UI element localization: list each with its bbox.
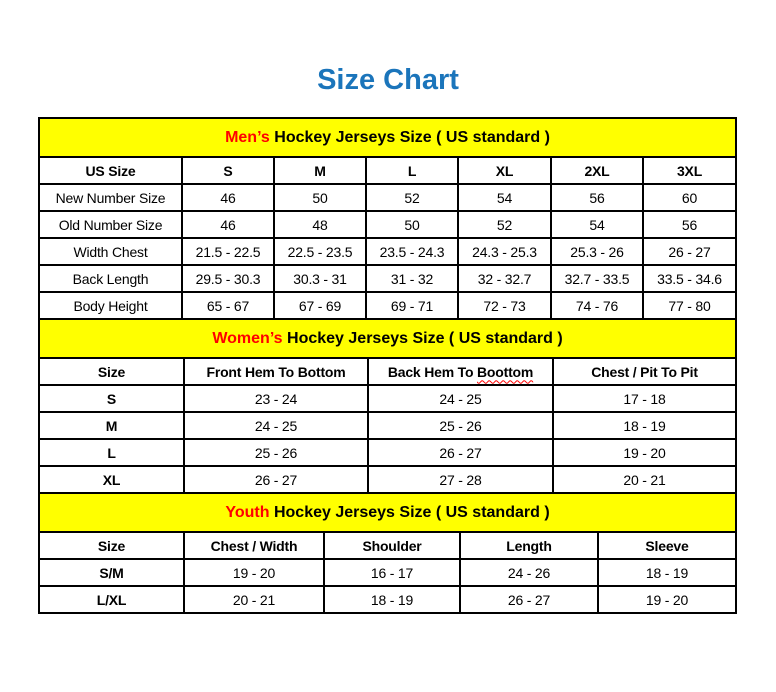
- value-cell: 25 - 26: [184, 439, 368, 466]
- value-cell: 21.5 - 22.5: [182, 238, 274, 265]
- value-cell: 77 - 80: [643, 292, 736, 319]
- value-cell: 23 - 24: [184, 385, 368, 412]
- youth-section-header: [39, 493, 736, 532]
- column-header-chest-width: Chest / Width: [184, 532, 324, 559]
- value-cell: 72 - 73: [458, 292, 551, 319]
- row-header-cell: L/XL: [39, 586, 184, 613]
- size-chart-tables: [38, 117, 735, 614]
- value-cell: 52: [458, 211, 551, 238]
- column-header-size: Size: [39, 532, 184, 559]
- value-cell: 46: [182, 211, 274, 238]
- mens-table-row: [39, 238, 736, 265]
- column-header-2xl: 2XL: [551, 157, 643, 184]
- youth-table-row: [39, 559, 736, 586]
- mens-table-row: [39, 184, 736, 211]
- value-cell: 20 - 21: [553, 466, 736, 493]
- section-highlight-text: Youth: [225, 503, 270, 521]
- value-cell: 19 - 20: [553, 439, 736, 466]
- mens-table-row: [39, 265, 736, 292]
- column-header-s: S: [182, 157, 274, 184]
- row-header-cell: Old Number Size: [39, 211, 182, 238]
- value-cell: 54: [458, 184, 551, 211]
- value-cell: 67 - 69: [274, 292, 366, 319]
- section-title-text: Hockey Jerseys Size ( US standard ): [282, 329, 563, 347]
- value-cell: 25 - 26: [368, 412, 553, 439]
- value-cell: 24.3 - 25.3: [458, 238, 551, 265]
- section-highlight-text: Men’s: [225, 128, 270, 146]
- value-cell: 17 - 18: [553, 385, 736, 412]
- column-header-shoulder: Shoulder: [324, 532, 460, 559]
- row-header-cell: S: [39, 385, 184, 412]
- misspelled-word: Boottom: [477, 363, 534, 380]
- mens-table-row: [39, 292, 736, 319]
- value-cell: 27 - 28: [368, 466, 553, 493]
- value-cell: 46: [182, 184, 274, 211]
- womens-table-row: [39, 385, 736, 412]
- womens-column-header-row: [39, 358, 736, 385]
- value-cell: 26 - 27: [460, 586, 598, 613]
- womens-table-row: [39, 412, 736, 439]
- column-header-length: Length: [460, 532, 598, 559]
- row-header-cell: New Number Size: [39, 184, 182, 211]
- value-cell: 24 - 25: [184, 412, 368, 439]
- value-cell: 60: [643, 184, 736, 211]
- column-header-xl: XL: [458, 157, 551, 184]
- womens-table-row: [39, 466, 736, 493]
- value-cell: 24 - 26: [460, 559, 598, 586]
- value-cell: 52: [366, 184, 458, 211]
- value-cell: 31 - 32: [366, 265, 458, 292]
- section-highlight-text: Women’s: [212, 329, 283, 347]
- value-cell: 30.3 - 31: [274, 265, 366, 292]
- mens-section-header: [39, 118, 736, 157]
- row-header-cell: M: [39, 412, 184, 439]
- value-cell: 48: [274, 211, 366, 238]
- column-header-l: L: [366, 157, 458, 184]
- column-header-sleeve: Sleeve: [598, 532, 736, 559]
- value-cell: 26 - 27: [368, 439, 553, 466]
- value-cell: 20 - 21: [184, 586, 324, 613]
- value-cell: 26 - 27: [643, 238, 736, 265]
- value-cell: 33.5 - 34.6: [643, 265, 736, 292]
- column-header-front-hem-to-bottom: Front Hem To Bottom: [184, 358, 368, 385]
- value-cell: 54: [551, 211, 643, 238]
- value-cell: 50: [366, 211, 458, 238]
- column-header-3xl: 3XL: [643, 157, 736, 184]
- value-cell: 50: [274, 184, 366, 211]
- value-cell: 22.5 - 23.5: [274, 238, 366, 265]
- womens-table-row: [39, 439, 736, 466]
- youth-column-header-row: [39, 532, 736, 559]
- value-cell: 18 - 19: [553, 412, 736, 439]
- value-cell: 69 - 71: [366, 292, 458, 319]
- column-header-us-size: US Size: [39, 157, 182, 184]
- row-header-cell: Back Length: [39, 265, 182, 292]
- womens-size-table: [38, 318, 737, 494]
- column-header-text: Back Hem To: [387, 363, 477, 380]
- mens-section-row: [39, 118, 736, 157]
- value-cell: 26 - 27: [184, 466, 368, 493]
- page-title: Size Chart: [317, 64, 459, 96]
- value-cell: 56: [643, 211, 736, 238]
- row-header-cell: S/M: [39, 559, 184, 586]
- row-header-cell: Width Chest: [39, 238, 182, 265]
- mens-column-header-row: [39, 157, 736, 184]
- value-cell: 18 - 19: [324, 586, 460, 613]
- row-header-cell: Body Height: [39, 292, 182, 319]
- value-cell: 24 - 25: [368, 385, 553, 412]
- value-cell: 65 - 67: [182, 292, 274, 319]
- section-title-text: Hockey Jerseys Size ( US standard ): [269, 128, 550, 146]
- value-cell: 19 - 20: [598, 586, 736, 613]
- value-cell: 16 - 17: [324, 559, 460, 586]
- value-cell: 32 - 32.7: [458, 265, 551, 292]
- value-cell: 56: [551, 184, 643, 211]
- value-cell: 25.3 - 26: [551, 238, 643, 265]
- column-header-chest-pit-to-pit: Chest / Pit To Pit: [553, 358, 736, 385]
- womens-section-row: [39, 319, 736, 358]
- column-header-back-hem-to-boottom: [368, 358, 553, 385]
- value-cell: 74 - 76: [551, 292, 643, 319]
- mens-size-table: [38, 117, 737, 320]
- value-cell: 18 - 19: [598, 559, 736, 586]
- value-cell: 23.5 - 24.3: [366, 238, 458, 265]
- row-header-cell: L: [39, 439, 184, 466]
- womens-section-header: [39, 319, 736, 358]
- value-cell: 29.5 - 30.3: [182, 265, 274, 292]
- section-title-text: Hockey Jerseys Size ( US standard ): [269, 503, 550, 521]
- youth-table-row: [39, 586, 736, 613]
- row-header-cell: XL: [39, 466, 184, 493]
- column-header-size: Size: [39, 358, 184, 385]
- youth-size-table: [38, 492, 737, 614]
- mens-table-row: [39, 211, 736, 238]
- youth-section-row: [39, 493, 736, 532]
- value-cell: 19 - 20: [184, 559, 324, 586]
- value-cell: 32.7 - 33.5: [551, 265, 643, 292]
- column-header-m: M: [274, 157, 366, 184]
